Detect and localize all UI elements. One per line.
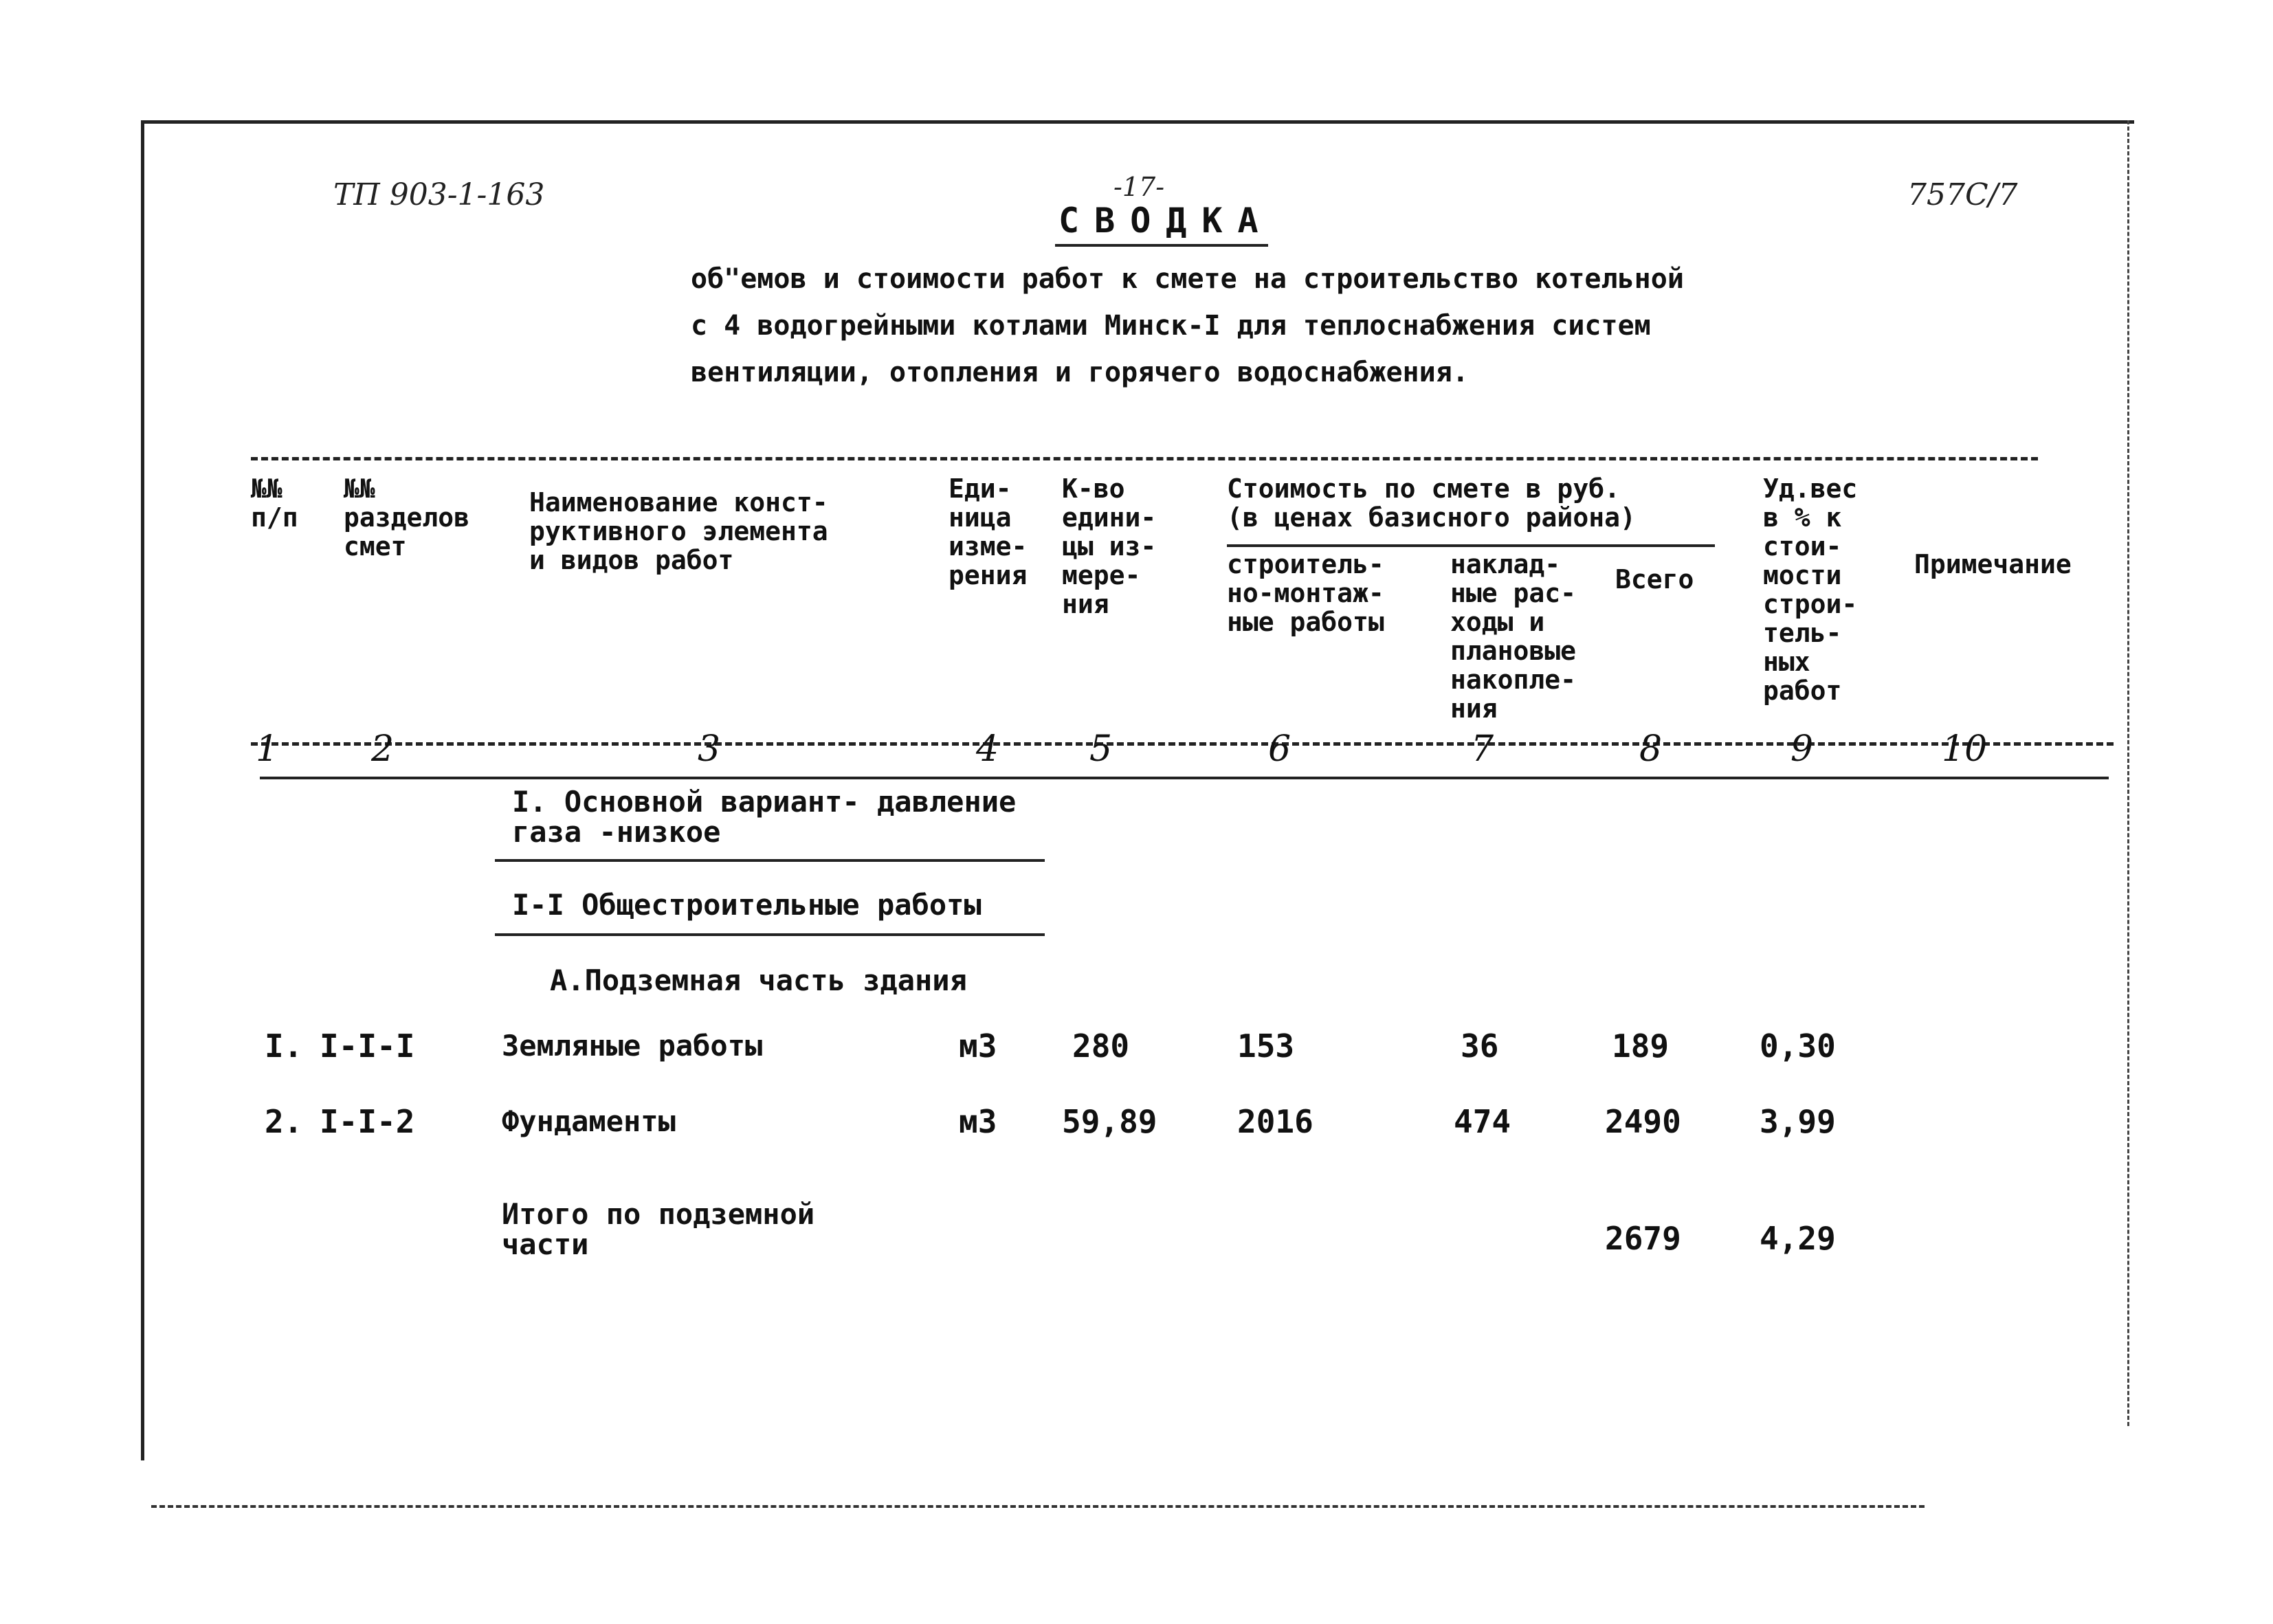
row-2-smr: 2016 (1237, 1103, 1313, 1140)
header-cost-group: Стоимость по смете в руб. (в ценах базисного района) (1227, 474, 1636, 533)
subtitle-line: вентиляции, отопления и горячего водоснабжения. (691, 357, 1469, 388)
column-number: 8 (1639, 728, 1663, 770)
column-number: 5 (1089, 728, 1113, 770)
section-heading-1-1: I-I Общестроительные работы (512, 888, 982, 922)
row-1-smr: 153 (1237, 1027, 1295, 1065)
frame-bottom-border (151, 1505, 1925, 1508)
column-number: 1 (256, 728, 279, 770)
header-col-2: №№ разделов смет (344, 474, 470, 561)
row-1-unit: м3 (959, 1027, 997, 1065)
frame-right-border (2127, 120, 2129, 1426)
row-2-code: I-I-2 (320, 1103, 415, 1140)
section-1-1-underline (495, 933, 1045, 936)
section-1-underline (495, 859, 1045, 862)
row-2-name: Фундаменты (502, 1104, 676, 1138)
header-col-4: Еди- ница изме- рения (949, 474, 1028, 590)
frame-left-border (141, 120, 144, 1460)
doc-code-right: 757С/7 (1907, 177, 2018, 212)
row-2-qty: 59,89 (1062, 1103, 1157, 1140)
page-number: -17- (1113, 172, 1165, 202)
title-underline (1055, 244, 1268, 247)
header-top-rule (251, 457, 2038, 460)
column-number: 2 (371, 728, 395, 770)
subtitle-line: с 4 водогрейными котлами Минск-I для теплоснабжения систем (691, 310, 1651, 342)
row-1-overhead: 36 (1461, 1027, 1499, 1065)
table-body-top-rule (260, 777, 2109, 779)
row-1-qty: 280 (1072, 1027, 1130, 1065)
cost-group-rule (1227, 544, 1715, 547)
header-col-7: наклад- ные рас- ходы и плановые накопле- ния (1450, 549, 1577, 724)
header-col-3: Наименование конст- руктивного элемента и видов работ (529, 487, 828, 575)
section-heading-1: I. Основной вариант- давление газа -низкое (512, 785, 1017, 849)
frame-top-border (141, 120, 2134, 124)
subtotal-total: 2679 (1605, 1220, 1681, 1257)
column-number: 10 (1942, 728, 1988, 770)
doc-title: СВОДКА (1058, 201, 1274, 241)
column-number: 7 (1471, 728, 1494, 770)
column-number: 3 (698, 728, 721, 770)
doc-subtitle (691, 256, 1684, 396)
column-number: 4 (976, 728, 999, 770)
header-col-10: Примечание (1914, 549, 2072, 579)
subtitle-line: об"емов и стоимости работ к смете на строительство котельной (691, 263, 1684, 295)
column-numbers-rule (251, 742, 2114, 746)
header-col-6: строитель- но-монтаж- ные работы (1227, 549, 1384, 637)
row-1-total: 189 (1612, 1027, 1670, 1065)
subtotal-share: 4,29 (1760, 1220, 1836, 1257)
row-1-number: I. (265, 1027, 303, 1065)
row-2-number: 2. (265, 1103, 303, 1140)
row-1-code: I-I-I (320, 1027, 415, 1065)
section-heading-a: А.Подземная часть здания (550, 964, 967, 997)
header-col-9: Уд.вес в % к стои- мости строи- тель- ных работ (1763, 474, 1858, 706)
header-col-8: Всего (1615, 564, 1694, 594)
column-number: 9 (1790, 728, 1814, 770)
row-2-total: 2490 (1605, 1103, 1681, 1140)
row-2-share: 3,99 (1760, 1103, 1836, 1140)
row-2-unit: м3 (959, 1103, 997, 1140)
header-col-5: К-во едини- цы из- мере- ния (1062, 474, 1157, 619)
doc-code-left: ТП 903-1-163 (333, 177, 545, 212)
header-col-1: №№ п/п (251, 474, 298, 533)
column-number: 6 (1268, 728, 1291, 770)
subtotal-label: Итого по подземной части (502, 1197, 815, 1261)
row-1-name: Земляные работы (502, 1029, 763, 1063)
row-1-share: 0,30 (1760, 1027, 1836, 1065)
row-2-overhead: 474 (1454, 1103, 1511, 1140)
